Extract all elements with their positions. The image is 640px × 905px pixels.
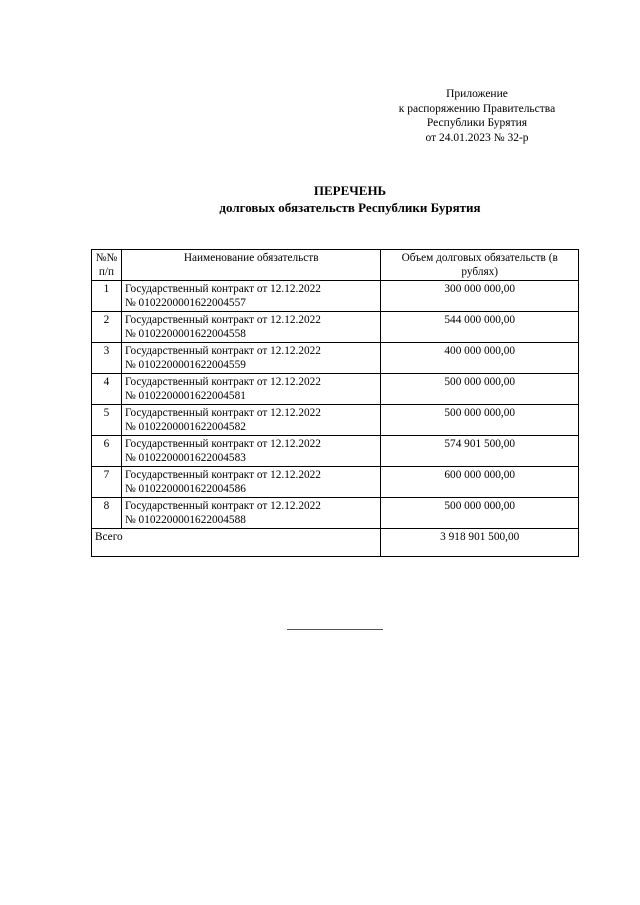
contract-title: Государственный контракт от 12.12.2022 (124, 345, 321, 357)
row-obligation-name (121, 374, 380, 405)
table-row (92, 498, 579, 529)
row-obligation-name (121, 312, 380, 343)
row-amount: 400 000 000,00 (381, 343, 579, 374)
row-amount: 574 901 500,00 (381, 436, 579, 467)
row-obligation-name (121, 343, 380, 374)
separator-line (287, 629, 383, 630)
contract-title: Государственный контракт от 12.12.2022 (124, 314, 321, 326)
total-label: Всего (92, 529, 381, 557)
contract-title: Государственный контракт от 12.12.2022 (124, 438, 321, 450)
table-row (92, 343, 579, 374)
table-row (92, 281, 579, 312)
header-num: №№ п/п (92, 250, 122, 281)
contract-number: № 0102200001622004559 (124, 359, 246, 371)
table-row (92, 467, 579, 498)
title-heading: ПЕРЕЧЕНЬ (313, 183, 387, 198)
row-obligation-name (121, 467, 380, 498)
appendix-line: к распоряжению Правительства (398, 102, 556, 115)
appendix-block (370, 87, 584, 145)
table-row (92, 312, 579, 343)
row-obligation-name (121, 405, 380, 436)
contract-title: Государственный контракт от 12.12.2022 (124, 283, 321, 295)
table-header-row (92, 250, 579, 281)
total-amount: 3 918 901 500,00 (381, 529, 579, 557)
title-subheading: долговых обязательств Республики Бурятия (219, 200, 481, 215)
contract-number: № 0102200001622004588 (124, 514, 246, 526)
table-row (92, 436, 579, 467)
contract-title: Государственный контракт от 12.12.2022 (124, 376, 321, 388)
row-amount: 500 000 000,00 (381, 374, 579, 405)
contract-number: № 0102200001622004583 (124, 452, 246, 464)
contract-number: № 0102200001622004558 (124, 328, 246, 340)
contract-number: № 0102200001622004582 (124, 421, 246, 433)
row-number: 2 (92, 312, 122, 343)
row-amount: 600 000 000,00 (381, 467, 579, 498)
appendix-line: Приложение (446, 88, 508, 100)
table-total-row (92, 529, 579, 557)
contract-number: № 0102200001622004586 (124, 483, 246, 495)
row-number: 6 (92, 436, 122, 467)
appendix-date-line: от 24.01.2023 № 32-р (425, 131, 529, 144)
header-name: Наименование обязательств (121, 250, 380, 281)
table-row (92, 374, 579, 405)
row-amount: 300 000 000,00 (381, 281, 579, 312)
contract-number: № 0102200001622004557 (124, 297, 246, 309)
row-amount: 500 000 000,00 (381, 498, 579, 529)
table-body (92, 281, 579, 529)
appendix-line: Республики Бурятия (426, 117, 528, 129)
contract-title: Государственный контракт от 12.12.2022 (124, 407, 321, 419)
row-obligation-name (121, 281, 380, 312)
row-number: 3 (92, 343, 122, 374)
row-number: 8 (92, 498, 122, 529)
row-obligation-name (121, 498, 380, 529)
debt-obligations-table (91, 249, 579, 557)
contract-title: Государственный контракт от 12.12.2022 (124, 500, 321, 512)
contract-title: Государственный контракт от 12.12.2022 (124, 469, 321, 481)
row-number: 4 (92, 374, 122, 405)
row-amount: 500 000 000,00 (381, 405, 579, 436)
row-amount: 544 000 000,00 (381, 312, 579, 343)
row-number: 7 (92, 467, 122, 498)
table-row (92, 405, 579, 436)
row-obligation-name (121, 436, 380, 467)
contract-number: № 0102200001622004581 (124, 390, 246, 402)
row-number: 1 (92, 281, 122, 312)
header-amount: Объем долговых обязательств (в рублях) (381, 250, 579, 281)
row-number: 5 (92, 405, 122, 436)
document-title (150, 182, 550, 216)
